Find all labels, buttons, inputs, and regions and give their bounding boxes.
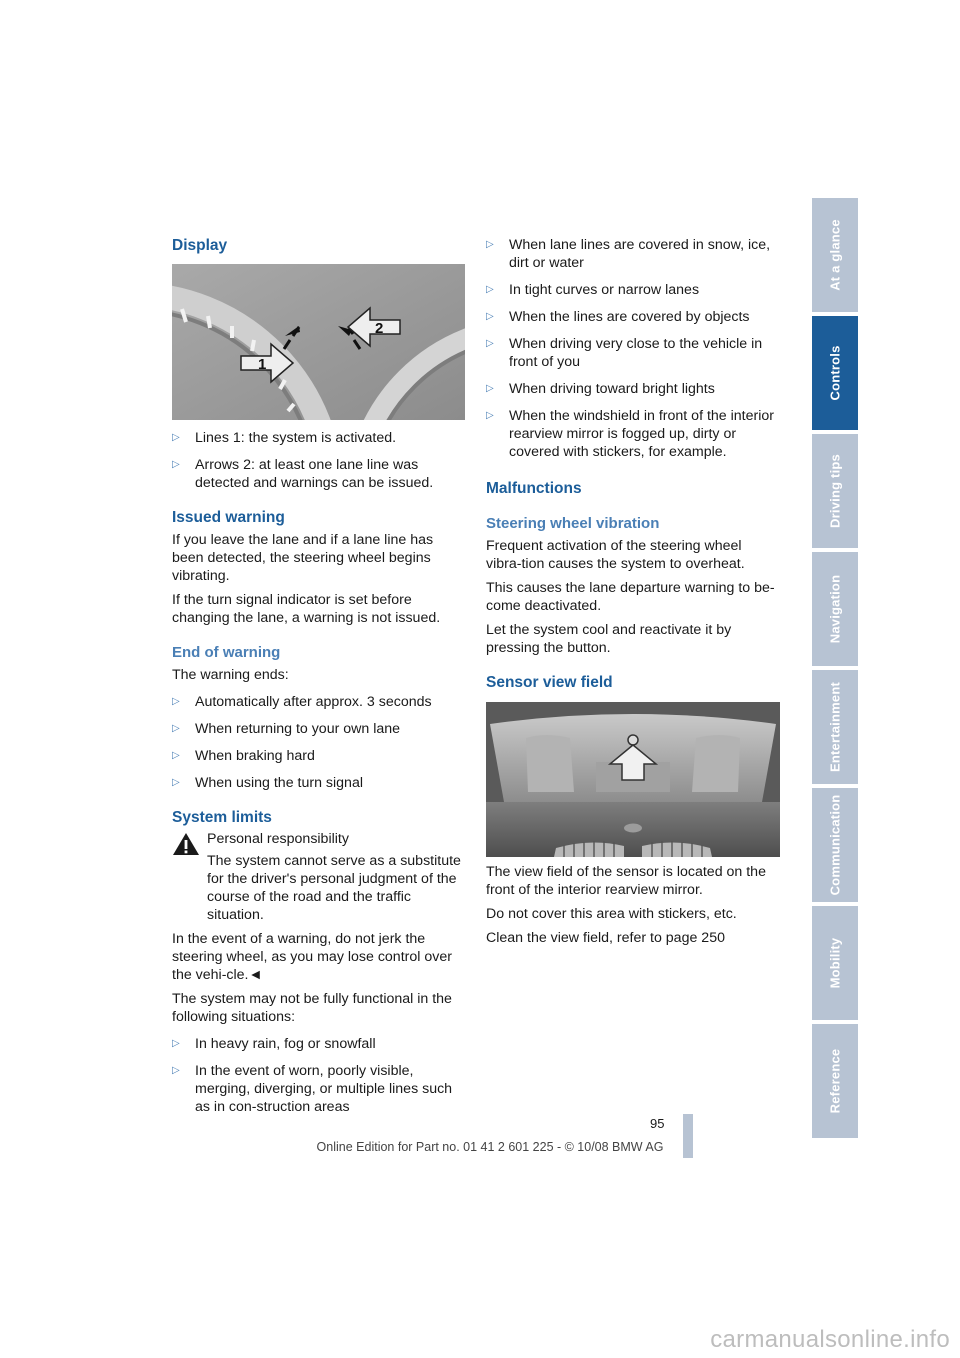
list-item: ▷ When driving very close to the vehicle in front of you	[486, 336, 763, 370]
tab-entertainment[interactable]: Entertainment	[812, 670, 858, 784]
paragraph: The warning ends:	[172, 667, 289, 683]
list-item: ▷ When using the turn signal	[172, 775, 363, 791]
system-limits-heading: System limits	[172, 809, 272, 826]
paragraph: If the turn signal indicator is set before changing the lane, a warning is not issued.	[172, 592, 441, 626]
list-item: ▷ When the windshield in front of the interior rearview mirror is fogged up, dirty or covered with stickers, for example.	[486, 408, 774, 460]
bullet-icon: ▷	[172, 432, 180, 443]
paragraph: Frequent activation of the steering wheel vibra-tion causes the system to overheat.	[486, 538, 745, 572]
bullet-icon: ▷	[172, 459, 180, 470]
list-item: ▷ In the event of worn, poorly visible, merging, diverging, or multiple lines such as in con-struction areas	[172, 1063, 453, 1115]
lane-display-illustration	[172, 264, 465, 420]
paragraph: This causes the lane departure warning to be-come deactivated.	[486, 580, 775, 614]
chapter-tabs	[812, 198, 858, 1142]
display-list	[172, 429, 465, 492]
tab-mobility[interactable]: Mobility	[812, 906, 858, 1020]
page-number: 95	[650, 1116, 665, 1131]
figure-label-1: 1	[258, 356, 267, 373]
bullet-icon: ▷	[486, 338, 494, 349]
list-item: ▷ When returning to your own lane	[172, 721, 401, 737]
system-limits-list	[172, 1035, 465, 1116]
warning-text: The system cannot serve as a substitute for the driver's personal judgment of the course of the road and the traffic situation.	[207, 853, 461, 923]
warning-triangle-icon	[172, 832, 200, 856]
list-item: ▷ When the lines are covered by objects	[486, 309, 750, 325]
warning-text-2: In the event of a warning, do not jerk the steering wheel, as you may lose control over the vehi-cle.◄	[172, 931, 452, 983]
bullet-icon: ▷	[172, 696, 180, 707]
list-item: ▷ In tight curves or narrow lanes	[486, 282, 700, 298]
tab-at-a-glance[interactable]: At a glance	[812, 198, 858, 312]
malfunctions-heading: Malfunctions	[486, 480, 582, 497]
tab-reference[interactable]: Reference	[812, 1024, 858, 1138]
tab-driving-tips[interactable]: Driving tips	[812, 434, 858, 548]
issued-warning-heading: Issued warning	[172, 509, 285, 526]
steering-wheel-vibration-heading: Steering wheel vibration	[486, 515, 660, 532]
bullet-icon: ▷	[486, 239, 494, 250]
bullet-icon: ▷	[486, 284, 494, 295]
rearview-sensor-illustration	[486, 702, 780, 857]
sensor-view-field-heading: Sensor view field	[486, 674, 613, 691]
bullet-icon: ▷	[172, 777, 180, 788]
paragraph: Clean the view field, refer to page 250	[486, 930, 725, 946]
page-number-bar	[683, 1114, 693, 1158]
bullet-icon: ▷	[486, 410, 494, 421]
footer-text: Online Edition for Part no. 01 41 2 601 225 - © 10/08 BMW AG	[316, 1140, 664, 1154]
left-column	[172, 236, 465, 1125]
warning-title: Personal responsibility	[207, 831, 349, 847]
end-of-warning-heading: End of warning	[172, 644, 281, 661]
paragraph: If you leave the lane and if a lane line has been detected, the steering wheel begins vibrating.	[172, 532, 434, 584]
list-item: ▷ Lines 1: the system is activated.	[172, 430, 397, 446]
list-item: ▷ When lane lines are covered in snow, ice, dirt or water	[486, 237, 771, 271]
bullet-icon: ▷	[486, 311, 494, 322]
list-item: ▷ Arrows 2: at least one lane line was detected and warnings can be issued.	[172, 457, 434, 491]
end-of-warning-list	[172, 693, 465, 792]
watermark: carmanualsonline.info	[710, 1326, 950, 1353]
warning-box	[172, 830, 465, 924]
paragraph: The view field of the sensor is located on the front of the interior rearview mirror.	[486, 864, 766, 898]
bullet-icon: ▷	[486, 383, 494, 394]
display-figure	[172, 264, 465, 420]
paragraph: Do not cover this area with stickers, etc.	[486, 906, 737, 922]
limits-continued-list	[486, 236, 780, 461]
list-item: ▷ In heavy rain, fog or snowfall	[172, 1036, 376, 1052]
display-heading: Display	[172, 237, 228, 254]
bullet-icon: ▷	[172, 723, 180, 734]
list-item: ▷ When driving toward bright lights	[486, 381, 715, 397]
list-item: ▷ When braking hard	[172, 748, 315, 764]
right-column	[486, 236, 780, 953]
bullet-icon: ▷	[172, 1065, 180, 1076]
paragraph: The system may not be fully functional in the following situations:	[172, 991, 452, 1025]
tab-navigation[interactable]: Navigation	[812, 552, 858, 666]
list-item: ▷ Automatically after approx. 3 seconds	[172, 694, 432, 710]
tab-controls[interactable]: Controls	[812, 316, 858, 430]
bullet-icon: ▷	[172, 1038, 180, 1049]
paragraph: Let the system cool and reactivate it by pressing the button.	[486, 622, 732, 656]
bullet-icon: ▷	[172, 750, 180, 761]
sensor-figure	[486, 702, 780, 857]
figure-label-2: 2	[375, 320, 384, 337]
tab-communication[interactable]: Communication	[812, 788, 858, 902]
